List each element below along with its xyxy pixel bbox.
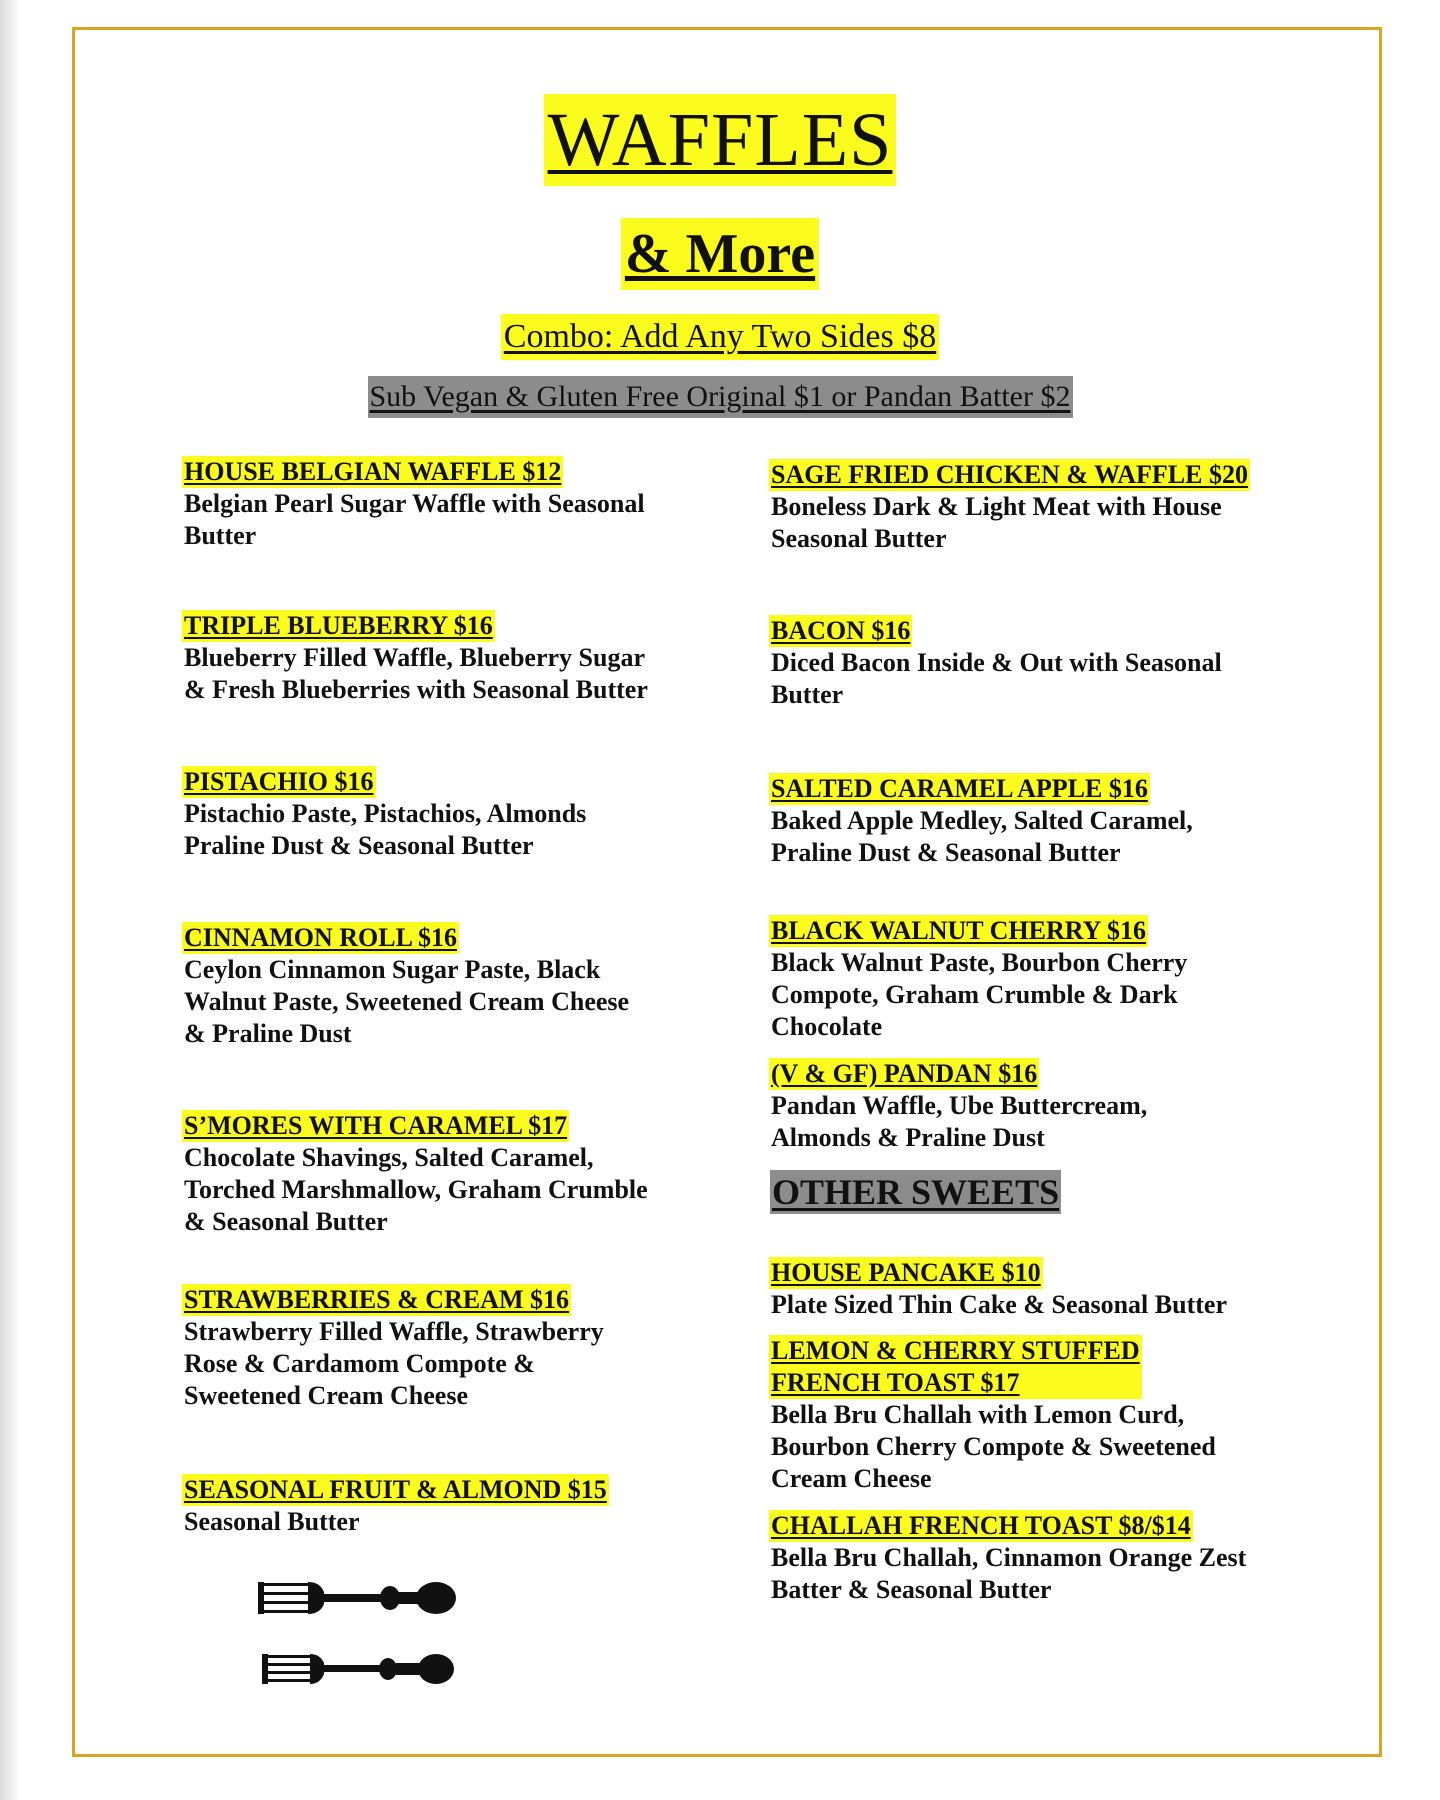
- other-sweets-heading: OTHER SWEETS: [772, 1172, 1060, 1212]
- forks-icon: [258, 1570, 498, 1700]
- menu-item-desc: Blueberry Filled Waffle, Blueberry Sugar & Fresh Blueberries with Seasonal Butter: [184, 643, 648, 704]
- menu-item-name: STRAWBERRIES & CREAM $16: [184, 1285, 569, 1314]
- menu-item: [182, 766, 782, 862]
- menu-item: [182, 610, 782, 706]
- substitution-text: Sub Vegan & Gluten Free Original $1 or Pandan Batter $2: [368, 376, 1073, 418]
- menu-item: [769, 615, 1369, 711]
- menu-item-name: SEASONAL FRUIT & ALMOND $15: [184, 1475, 607, 1504]
- menu-item-desc: Chocolate Shavings, Salted Caramel, Torched Marshmallow, Graham Crumble & Seasonal Butter: [184, 1143, 648, 1236]
- menu-item: [769, 1058, 1369, 1154]
- menu-item: [182, 922, 782, 1050]
- menu-item-desc: Bella Bru Challah, Cinnamon Orange Zest Batter & Seasonal Butter: [771, 1543, 1247, 1604]
- subtitle-text: & More: [621, 218, 819, 290]
- menu-item-desc: Baked Apple Medley, Salted Caramel, Praline Dust & Seasonal Butter: [771, 806, 1193, 867]
- menu-subtitle: [0, 218, 1440, 290]
- menu-item-desc: Bella Bru Challah with Lemon Curd, Bourbon Cherry Compote & Sweetened Cream Cheese: [771, 1400, 1216, 1493]
- menu-item-name: BLACK WALNUT CHERRY $16: [771, 916, 1146, 945]
- menu-item: [769, 1510, 1369, 1606]
- menu-item: [182, 456, 782, 552]
- menu-item: [769, 1257, 1369, 1321]
- menu-item-desc: Pandan Waffle, Ube Buttercream, Almonds & Praline Dust: [771, 1091, 1148, 1152]
- menu-item: [182, 1110, 782, 1238]
- menu-item-desc: Belgian Pearl Sugar Waffle with Seasonal Butter: [184, 489, 645, 550]
- menu-item-name: LEMON & CHERRY STUFFED FRENCH TOAST $17: [771, 1336, 1140, 1397]
- menu-item-name: (V & GF) PANDAN $16: [771, 1059, 1038, 1088]
- menu-item-name: CHALLAH FRENCH TOAST $8/$14: [771, 1511, 1191, 1540]
- menu-item-desc: Ceylon Cinnamon Sugar Paste, Black Walnut Paste, Sweetened Cream Cheese & Praline Dust: [184, 955, 630, 1048]
- menu-item-name: PISTACHIO $16: [184, 767, 374, 796]
- menu-item-desc: Pistachio Paste, Pistachios, Almonds Praline Dust & Seasonal Butter: [184, 799, 587, 860]
- substitution-note: [0, 376, 1440, 418]
- menu-title: [0, 94, 1440, 186]
- title-text: WAFFLES: [544, 94, 897, 186]
- menu-item-desc: Boneless Dark & Light Meat with House Seasonal Butter: [771, 492, 1222, 553]
- menu-item-name: S’MORES WITH CARAMEL $17: [184, 1111, 568, 1140]
- menu-item: [769, 459, 1369, 555]
- menu-item-name: HOUSE BELGIAN WAFFLE $12: [184, 457, 562, 486]
- menu-item-desc: Strawberry Filled Waffle, Strawberry Rose & Cardamom Compote & Sweetened Cream Cheese: [184, 1317, 604, 1410]
- menu-item-name: CINNAMON ROLL $16: [184, 923, 458, 952]
- menu-item: [769, 1335, 1369, 1495]
- menu-item-name: BACON $16: [771, 616, 911, 645]
- menu-item-desc: Black Walnut Paste, Bourbon Cherry Compote, Graham Crumble & Dark Chocolate: [771, 948, 1188, 1041]
- menu-item-desc: Diced Bacon Inside & Out with Seasonal Butter: [771, 648, 1222, 709]
- menu-item: [182, 1474, 782, 1538]
- menu-item-desc: Plate Sized Thin Cake & Seasonal Butter: [771, 1290, 1227, 1319]
- menu-item-name: SAGE FRIED CHICKEN & WAFFLE $20: [771, 460, 1248, 489]
- menu-item: [182, 1284, 782, 1412]
- menu-item-name: SALTED CARAMEL APPLE $16: [771, 774, 1148, 803]
- combo-offer: [0, 314, 1440, 360]
- combo-text: Combo: Add Any Two Sides $8: [501, 314, 939, 360]
- menu-item: [769, 773, 1369, 869]
- menu-item: [769, 915, 1369, 1043]
- menu-item-desc: Seasonal Butter: [184, 1507, 360, 1536]
- menu-item-name: HOUSE PANCAKE $10: [771, 1258, 1041, 1287]
- menu-item-name: TRIPLE BLUEBERRY $16: [184, 611, 493, 640]
